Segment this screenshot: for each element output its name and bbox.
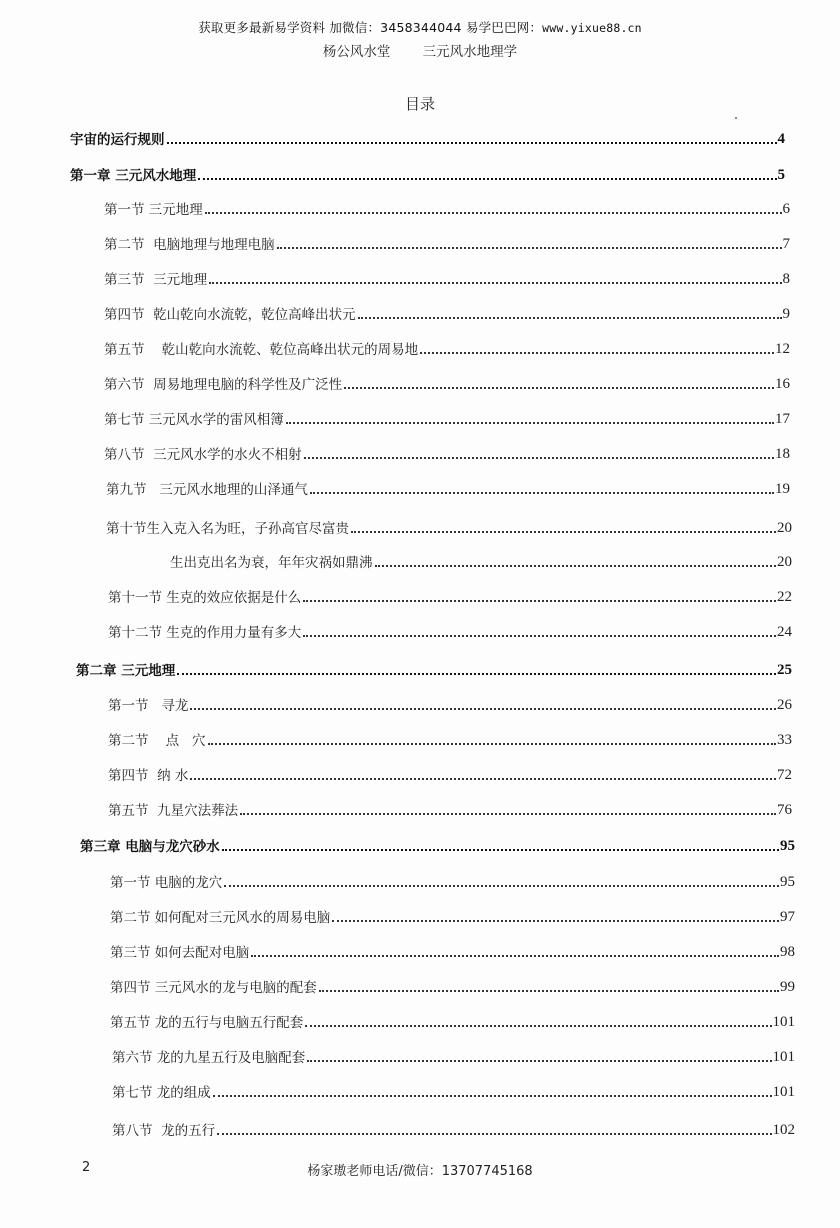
toc-entry-label: 第八节 三元风水学的水火不相射 bbox=[104, 447, 302, 463]
dot-leader bbox=[286, 421, 774, 424]
toc-entry[interactable] bbox=[104, 268, 790, 288]
toc-entry-label: 第十一节 生克的效应依据是什么 bbox=[108, 590, 302, 606]
toc-entry-label: 第十节生入克入名为旺，子孙高官尽富贵 bbox=[106, 521, 349, 537]
toc-entry[interactable] bbox=[70, 128, 785, 148]
promo-header bbox=[0, 18, 840, 36]
toc-entry-label: 第四节 三元风水的龙与电脑的配套 bbox=[110, 980, 317, 996]
dot-leader bbox=[304, 456, 774, 459]
dot-leader bbox=[319, 989, 779, 992]
dot-leader bbox=[251, 954, 779, 957]
dot-leader bbox=[240, 812, 776, 815]
toc-entry-page: 25 bbox=[777, 662, 792, 678]
dot-leader bbox=[307, 1059, 771, 1062]
footer-contact: 杨家璈老师电话/微信：13707745168 bbox=[307, 1164, 533, 1179]
dot-leader bbox=[375, 564, 777, 567]
dot-leader bbox=[344, 386, 774, 389]
running-header bbox=[0, 40, 840, 60]
toc-entry[interactable] bbox=[104, 408, 790, 428]
toc-entry-label: 第十二节 生克的作用力量有多大 bbox=[108, 625, 302, 641]
toc-entry-label: 第四节 纳 水 bbox=[108, 768, 189, 784]
toc-entry-label: 第五节 龙的五行与电脑五行配套 bbox=[110, 1015, 304, 1031]
toc-entry-label: 第三章 电脑与龙穴砂水 bbox=[80, 839, 220, 855]
toc-entry-label: 第三节 三元地理 bbox=[104, 272, 208, 288]
toc-entry[interactable] bbox=[108, 799, 792, 819]
dot-leader bbox=[420, 351, 774, 354]
toc-entry[interactable] bbox=[108, 729, 792, 749]
header-left: 杨公风水堂 bbox=[322, 44, 391, 60]
dot-leader bbox=[198, 177, 776, 180]
dot-leader bbox=[351, 530, 776, 533]
dot-leader bbox=[209, 281, 781, 284]
toc-entry-label: 第二节 电脑地理与地理电脑 bbox=[104, 237, 275, 253]
toc-entry-page: 17 bbox=[775, 411, 790, 427]
toc-entry-page: 97 bbox=[780, 909, 795, 925]
dot-leader bbox=[217, 1132, 771, 1135]
promo-text: 获取更多最新易学资料 加微信：3458344044 易学巴巴网： bbox=[198, 20, 543, 35]
toc-entry-label: 第五节 九星穴法葬法 bbox=[108, 803, 239, 819]
toc-title: 目录 bbox=[404, 95, 435, 113]
toc-entry[interactable] bbox=[106, 478, 790, 498]
dot-leader bbox=[190, 707, 776, 710]
dot-leader bbox=[205, 211, 782, 214]
toc-entry[interactable] bbox=[106, 517, 792, 537]
toc-entry[interactable] bbox=[110, 976, 795, 996]
toc-entry[interactable] bbox=[108, 586, 792, 606]
toc-entry-label: 第一节 寻龙 bbox=[108, 698, 189, 714]
toc-entry[interactable] bbox=[108, 764, 792, 784]
toc-entry-label: 第六节 周易地理电脑的科学性及广泛性 bbox=[104, 377, 343, 393]
toc-entry[interactable] bbox=[112, 1081, 795, 1101]
dot-leader bbox=[310, 491, 774, 494]
toc-entry-page: 101 bbox=[772, 1084, 795, 1100]
toc-entry-page: 22 bbox=[777, 589, 792, 605]
toc-entry-label: 第五节 乾山乾向水流乾、乾位高峰出状元的周易地 bbox=[104, 342, 419, 358]
toc-entry-page: 101 bbox=[772, 1049, 795, 1065]
toc-entry[interactable] bbox=[80, 835, 795, 855]
toc-entry-page: 33 bbox=[777, 732, 792, 748]
toc-entry-page: 24 bbox=[777, 624, 792, 640]
toc-entry-label: 第七节 龙的组成 bbox=[112, 1085, 211, 1101]
toc-entry[interactable] bbox=[70, 164, 785, 184]
toc-entry[interactable] bbox=[108, 621, 792, 641]
toc-entry-page: 72 bbox=[777, 767, 792, 783]
toc-entry-page: 20 bbox=[777, 554, 792, 570]
header-right: 三元风水地理学 bbox=[422, 44, 518, 60]
toc-entry-page: 76 bbox=[777, 802, 792, 818]
toc-entry[interactable] bbox=[170, 551, 792, 571]
toc-entry[interactable] bbox=[104, 373, 790, 393]
dot-leader bbox=[303, 599, 776, 602]
toc-entry-label: 第一章 三元风水地理 bbox=[70, 168, 197, 184]
toc-entry[interactable] bbox=[104, 443, 790, 463]
toc-entry[interactable] bbox=[76, 659, 792, 679]
toc-entry[interactable] bbox=[112, 1119, 795, 1139]
dot-leader bbox=[190, 777, 776, 780]
dot-leader bbox=[213, 1094, 772, 1097]
toc-entry[interactable] bbox=[104, 303, 790, 323]
toc-entry-label: 第一节 三元地理 bbox=[104, 202, 203, 218]
toc-entry-label: 第七节 三元风水学的雷风相簿 bbox=[104, 412, 284, 428]
dot-leader bbox=[167, 141, 777, 144]
toc-entry-page: 98 bbox=[780, 944, 795, 960]
toc-entry[interactable] bbox=[104, 338, 790, 358]
toc-entry-label: 第六节 龙的九星五行及电脑配套 bbox=[112, 1050, 306, 1066]
toc-entry[interactable] bbox=[110, 941, 795, 961]
dot-leader bbox=[305, 1024, 771, 1027]
toc-entry-label: 宇宙的运行规则 bbox=[70, 132, 165, 148]
toc-entry-page: 19 bbox=[775, 481, 790, 497]
toc-entry[interactable] bbox=[110, 1011, 795, 1031]
toc-entry-page: 16 bbox=[775, 376, 790, 392]
toc-entry[interactable] bbox=[104, 198, 790, 218]
toc-entry-page: 5 bbox=[777, 167, 785, 183]
toc-entry-page: 6 bbox=[782, 201, 790, 217]
toc-entry-page: 95 bbox=[780, 874, 795, 890]
toc-entry-page: 26 bbox=[777, 697, 792, 713]
toc-entry-page: 95 bbox=[780, 838, 795, 854]
toc-entry-page: 101 bbox=[772, 1014, 795, 1030]
toc-entry-label: 第四节 乾山乾向水流乾，乾位高峰出状元 bbox=[104, 307, 356, 323]
dot-leader bbox=[358, 316, 782, 319]
promo-url: www.yixue88.cn bbox=[542, 21, 642, 35]
toc-entry[interactable] bbox=[110, 906, 795, 926]
toc-entry-label: 第八节 龙的五行 bbox=[112, 1123, 216, 1139]
dot-leader bbox=[332, 919, 779, 922]
toc-entry-label: 第一节 电脑的龙穴 bbox=[110, 875, 223, 891]
dot-leader bbox=[277, 246, 782, 249]
toc-entry-page: 8 bbox=[782, 271, 790, 287]
toc-entry[interactable] bbox=[104, 233, 790, 253]
toc-entry-page: 99 bbox=[780, 979, 795, 995]
toc-entry-page: 9 bbox=[782, 306, 790, 322]
toc-entry-label: 第二节 如何配对三元风水的周易电脑 bbox=[110, 910, 331, 926]
toc-entry-page: 18 bbox=[775, 446, 790, 462]
toc-entry-label: 第三节 如何去配对电脑 bbox=[110, 945, 250, 961]
toc-entry-page: 12 bbox=[775, 341, 790, 357]
toc-entry[interactable] bbox=[108, 694, 792, 714]
toc-entry-page: 20 bbox=[777, 520, 792, 536]
toc-entry-page: 7 bbox=[782, 236, 790, 252]
toc-entry-label: 生出克出名为衰，年年灾祸如鼎沸 bbox=[170, 555, 373, 571]
dot-leader bbox=[177, 672, 776, 675]
toc-entry[interactable] bbox=[112, 1046, 795, 1066]
dot-leader bbox=[208, 742, 776, 745]
dot-leader bbox=[224, 884, 779, 887]
toc-entry-page: 102 bbox=[772, 1122, 795, 1138]
toc-entry-label: 第九节 三元风水地理的山泽通气 bbox=[106, 482, 308, 498]
toc-entry-label: 第二章 三元地理 bbox=[76, 663, 176, 679]
dot-leader bbox=[303, 634, 776, 637]
toc-entry-page: 4 bbox=[777, 131, 785, 147]
toc-entry-label: 第二节 点 穴 bbox=[108, 733, 206, 749]
page-number: 2 bbox=[82, 1160, 91, 1175]
dot-leader bbox=[222, 848, 779, 851]
toc-entry[interactable] bbox=[110, 871, 795, 891]
scan-artifact bbox=[735, 117, 737, 119]
